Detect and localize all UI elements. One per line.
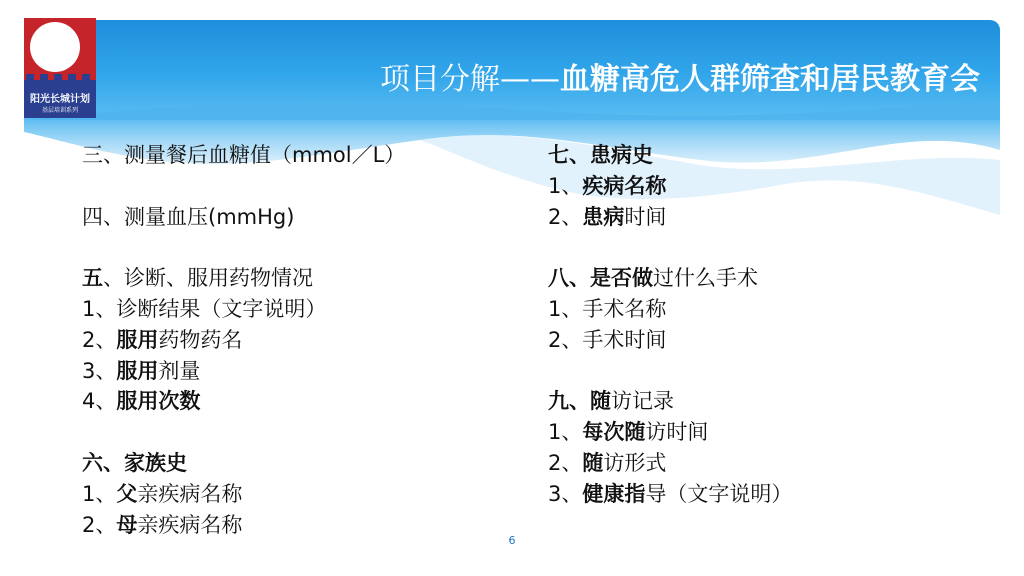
heading-rest: 、诊断、服用药物情况 <box>103 266 313 291</box>
item-text: 导（文字说明） <box>645 481 793 506</box>
section-3-heading: 三、测量餐后血糖值（mmol／L） <box>82 143 406 167</box>
item-number: 1、 <box>548 420 583 445</box>
list-item <box>82 294 522 325</box>
section-9-heading <box>548 386 988 417</box>
item-bold: 服用 <box>116 327 159 352</box>
heading-rest: 访记录 <box>611 389 674 414</box>
list-item <box>548 448 988 479</box>
left-column <box>82 140 522 540</box>
item-bold: 健康指 <box>582 481 646 506</box>
right-column <box>548 140 988 510</box>
item-text: 手术时间 <box>582 327 667 352</box>
spacer <box>82 232 522 263</box>
heading-bold: 五 <box>82 266 103 291</box>
item-bold: 每次随 <box>582 420 646 445</box>
item-bold: 服用次数 <box>116 389 201 414</box>
list-item <box>82 386 522 417</box>
item-number: 1、 <box>82 296 117 321</box>
title-prefix: 项目分解—— <box>380 62 560 97</box>
list-item <box>548 202 988 233</box>
item-number: 3、 <box>82 358 117 383</box>
item-text: 药物药名 <box>158 327 243 352</box>
heading-bold: 八、是否做 <box>548 266 653 291</box>
list-item <box>548 325 988 356</box>
item-text: 亲疾病名称 <box>137 481 243 506</box>
list-item <box>548 417 988 448</box>
page-number: 6 <box>508 534 516 547</box>
list-item <box>82 510 522 541</box>
item-text: 时间 <box>624 204 667 229</box>
item-number: 2、 <box>82 512 117 537</box>
item-number: 1、 <box>548 296 583 321</box>
list-item <box>548 171 988 202</box>
item-bold: 父 <box>116 481 138 506</box>
item-bold: 患病 <box>582 204 625 229</box>
spacer <box>548 232 988 263</box>
item-text: 剂量 <box>158 358 201 383</box>
section-7-heading: 七、患病史 <box>548 143 653 167</box>
slide-title <box>200 58 980 102</box>
item-bold: 母 <box>116 512 138 537</box>
item-number: 1、 <box>82 481 117 506</box>
section-6-heading: 六、家族史 <box>82 450 187 475</box>
list-item <box>548 294 988 325</box>
logo-name: 阳光长城计划 <box>30 94 90 105</box>
list-item <box>548 479 988 510</box>
spacer <box>548 356 988 387</box>
item-bold: 疾病名称 <box>582 173 667 198</box>
item-number: 4、 <box>82 389 117 414</box>
item-number: 2、 <box>548 327 583 352</box>
list-item <box>82 356 522 387</box>
program-logo <box>24 18 96 118</box>
spacer <box>82 417 522 448</box>
section-8-heading <box>548 263 988 294</box>
item-text: 亲疾病名称 <box>137 512 243 537</box>
list-item <box>82 325 522 356</box>
item-text: 诊断结果（文字说明） <box>116 296 327 321</box>
heading-rest: 过什么手术 <box>653 266 758 291</box>
item-bold: 服用 <box>116 358 159 383</box>
item-bold: 随 <box>582 450 604 475</box>
item-number: 3、 <box>548 481 583 506</box>
item-number: 2、 <box>548 204 583 229</box>
item-text: 访时间 <box>645 420 709 445</box>
item-text: 手术名称 <box>582 296 667 321</box>
section-4-heading: 四、测量血压(mmHg) <box>82 204 295 229</box>
list-item <box>82 479 522 510</box>
title-main: 血糖高危人群筛查和居民教育会 <box>560 62 980 97</box>
item-number: 2、 <box>548 450 583 475</box>
section-5-heading <box>82 263 522 294</box>
spacer <box>82 171 522 202</box>
logo-sun-icon <box>30 22 80 72</box>
item-text: 访形式 <box>603 450 667 475</box>
logo-subtitle: 基层培训系列 <box>41 107 78 114</box>
item-number: 1、 <box>548 173 583 198</box>
item-number: 2、 <box>82 327 117 352</box>
heading-bold: 九、随 <box>548 389 611 414</box>
